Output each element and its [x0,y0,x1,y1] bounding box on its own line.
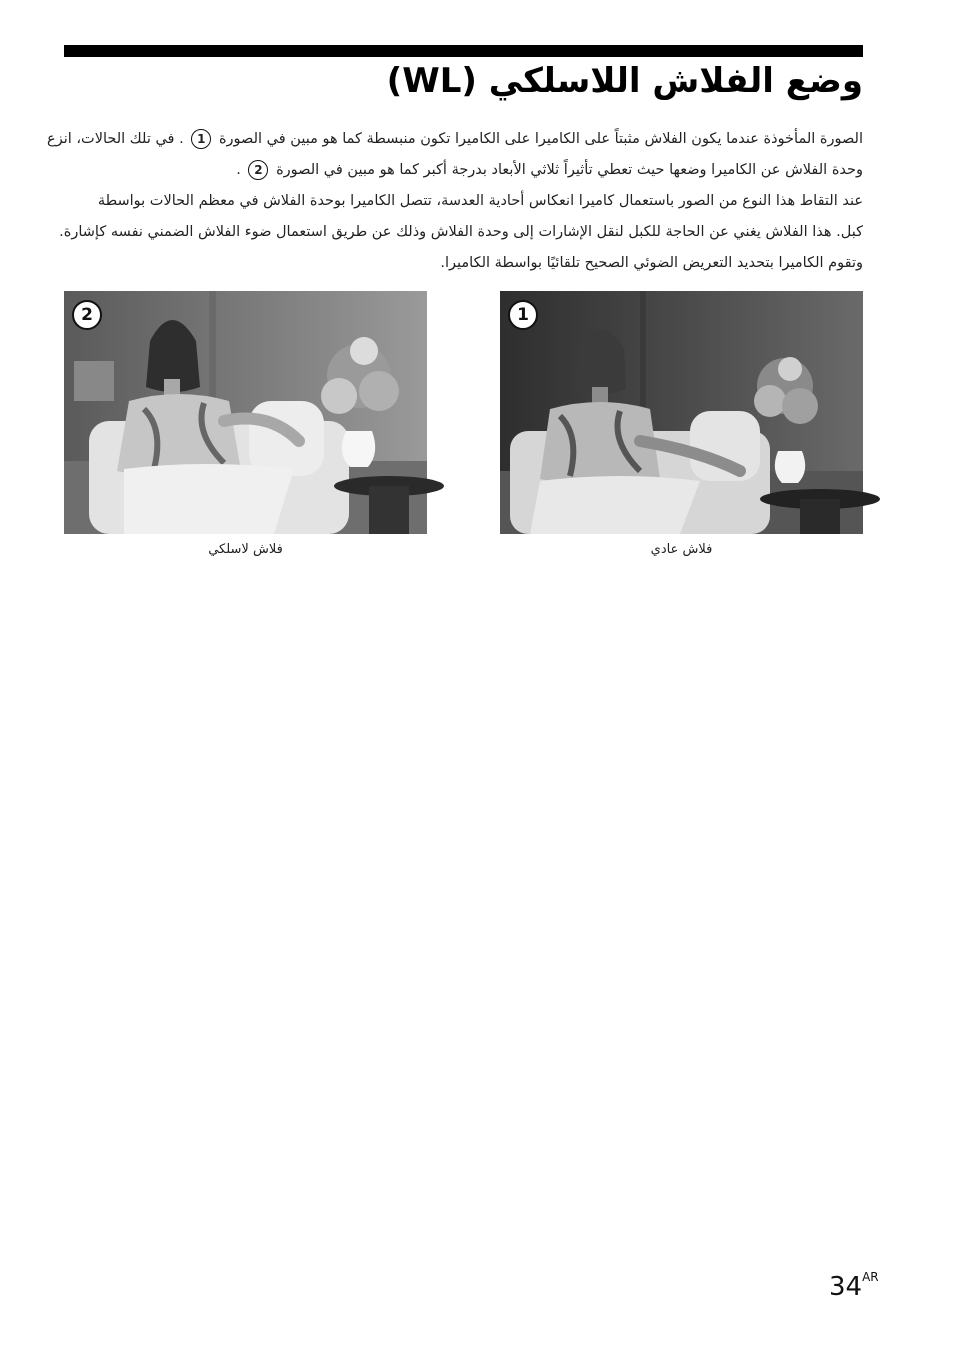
body-line [64,155,863,186]
page-number [829,1272,879,1302]
figure-ref-1: 1 [191,129,211,149]
caption-wireless-flash: فلاش لاسلكي [208,542,283,557]
page-title: وضع الفلاش اللاسلكي (WL) [386,61,863,101]
body-line: عند التقاط هذا النوع من الصور باستعمال كاميرا انعكاس أحادية العدسة، تتصل الكاميرا بوحدة الفلاش في معظم الحالات بواسطة [97,193,863,209]
text-run: الصورة المأخوذة عندما يكون الفلاش مثبتاً على الكاميرا على الكاميرا تكون منبسطة كما هو مبين في الصورة [218,131,863,147]
photo-wireless-flash [64,291,427,534]
page-number-value: 34 [829,1272,863,1302]
photo-wireless-flash-image [64,291,427,534]
text-run: وحدة الفلاش عن الكاميرا وضعها حيث تعطي تأثيراً ثلاثي الأبعاد بدرجة أكبر كما هو مبين في الصورة [276,162,863,178]
text-run: . في تلك الحالات، انزع [47,131,184,147]
page-number-suffix: AR [862,1270,879,1285]
photo-badge-1: 1 [508,300,538,330]
body-line [47,124,863,155]
caption-normal-flash: فلاش عادي [650,542,713,557]
photo-normal-flash [500,291,863,534]
text-run: . [236,162,241,178]
body-line: كبل. هذا الفلاش يغني عن الحاجة للكبل لنقل الإشارات إلى وحدة الفلاش وذلك عن طريق استعمال ضوء الفلاش الضمني نفسه كإشارة. [59,224,863,240]
body-paragraph [47,124,863,279]
photo-normal-flash-image [500,291,863,534]
figure-ref-2: 2 [248,160,268,180]
photo-badge-2: 2 [72,300,102,330]
top-rule [64,45,863,57]
body-line: وتقوم الكاميرا بتحديد التعريض الضوئي الصحيح تلقائيًا بواسطة الكاميرا. [440,255,863,271]
